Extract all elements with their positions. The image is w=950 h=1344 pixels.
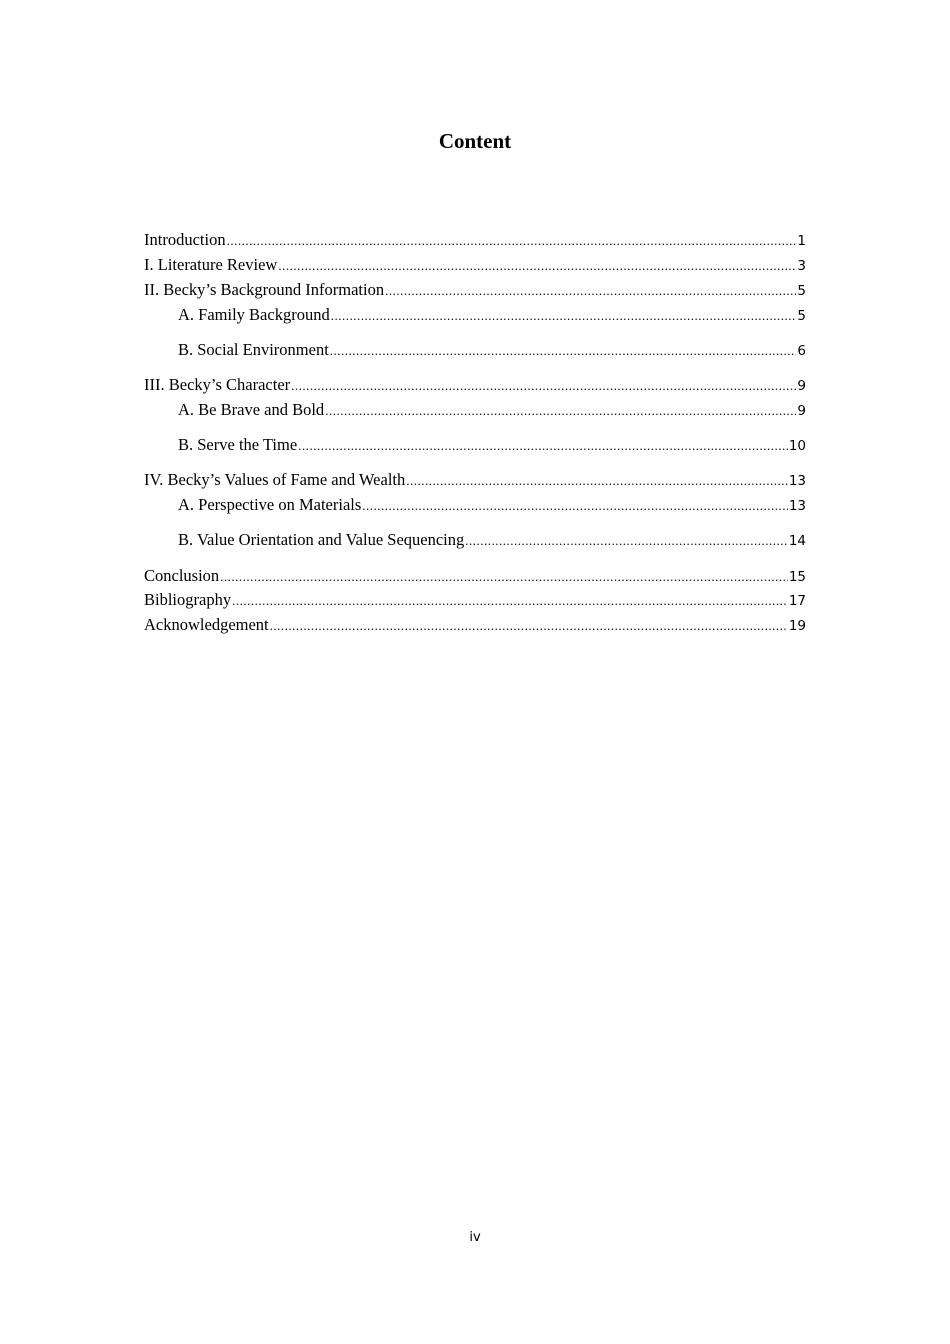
toc-entry-conclusion[interactable]	[144, 565, 806, 587]
dot-leader	[220, 566, 788, 588]
toc-entry-label: I. Literature Review	[144, 255, 278, 274]
dot-leader	[227, 230, 797, 252]
toc-entry-literature-review[interactable]	[144, 254, 806, 276]
toc-entry-label: Acknowledgement	[144, 615, 269, 634]
toc-entry-page: 1	[797, 233, 806, 249]
dot-leader	[298, 435, 788, 457]
toc-entry-page: 10	[788, 438, 806, 454]
toc-entry-background-information[interactable]	[144, 279, 806, 301]
toc-entry-label: IV. Becky’s Values of Fame and Wealth	[144, 470, 406, 489]
toc-entry-social-environment[interactable]	[178, 339, 806, 361]
toc-entry-label: II. Becky’s Background Information	[144, 280, 385, 299]
toc-entry-page: 9	[797, 378, 806, 394]
toc-entry-family-background[interactable]	[178, 304, 806, 326]
toc-entry-page: 13	[788, 473, 806, 489]
toc-entry-page: 3	[797, 258, 806, 274]
dot-leader	[406, 470, 788, 492]
toc-entry-label: Bibliography	[144, 590, 232, 609]
toc-entry-label: B. Value Orientation and Value Sequencing	[178, 530, 465, 549]
toc-entry-introduction[interactable]	[144, 229, 806, 251]
toc-entry-page: 6	[797, 343, 806, 359]
toc-entry-page: 9	[797, 403, 806, 419]
page-title: Content	[438, 129, 512, 153]
toc-entry-character[interactable]	[144, 374, 806, 396]
toc-entry-perspective-on-materials[interactable]	[178, 494, 806, 516]
dot-leader	[385, 280, 796, 302]
toc-entry-label: B. Social Environment	[178, 340, 329, 359]
toc-entry-label: III. Becky’s Character	[144, 375, 291, 394]
dot-leader	[291, 375, 796, 397]
toc-entry-bibliography[interactable]	[144, 589, 806, 611]
toc-entry-page: 19	[788, 618, 806, 634]
toc-entry-page: 17	[788, 593, 806, 609]
dot-leader	[232, 590, 788, 612]
dot-leader	[270, 615, 788, 637]
toc-entry-serve-the-time[interactable]	[178, 434, 806, 456]
toc-entry-acknowledgement[interactable]	[144, 614, 806, 636]
page-number: iv	[469, 1230, 481, 1245]
dot-leader	[465, 530, 788, 552]
toc-entry-label: A. Be Brave and Bold	[178, 400, 325, 419]
dot-leader	[278, 255, 796, 277]
toc-entry-label: Conclusion	[144, 566, 220, 585]
toc-entry-page: 5	[797, 308, 806, 324]
toc-entry-brave-and-bold[interactable]	[178, 399, 806, 421]
dot-leader	[325, 400, 796, 422]
toc-entry-label: B. Serve the Time	[178, 435, 298, 454]
dot-leader	[362, 495, 788, 517]
toc-entry-value-orientation[interactable]	[178, 529, 806, 551]
toc-entry-page: 13	[788, 498, 806, 514]
toc-entry-page: 5	[797, 283, 806, 299]
dot-leader	[330, 340, 797, 362]
toc-entry-label: A. Perspective on Materials	[178, 495, 362, 514]
toc-entry-fame-and-wealth[interactable]	[144, 469, 806, 491]
dot-leader	[331, 305, 797, 327]
toc-entry-page: 14	[788, 533, 806, 549]
toc-entry-label: Introduction	[144, 230, 226, 249]
toc-entry-label: A. Family Background	[178, 305, 330, 324]
toc-entry-page: 15	[788, 569, 806, 585]
